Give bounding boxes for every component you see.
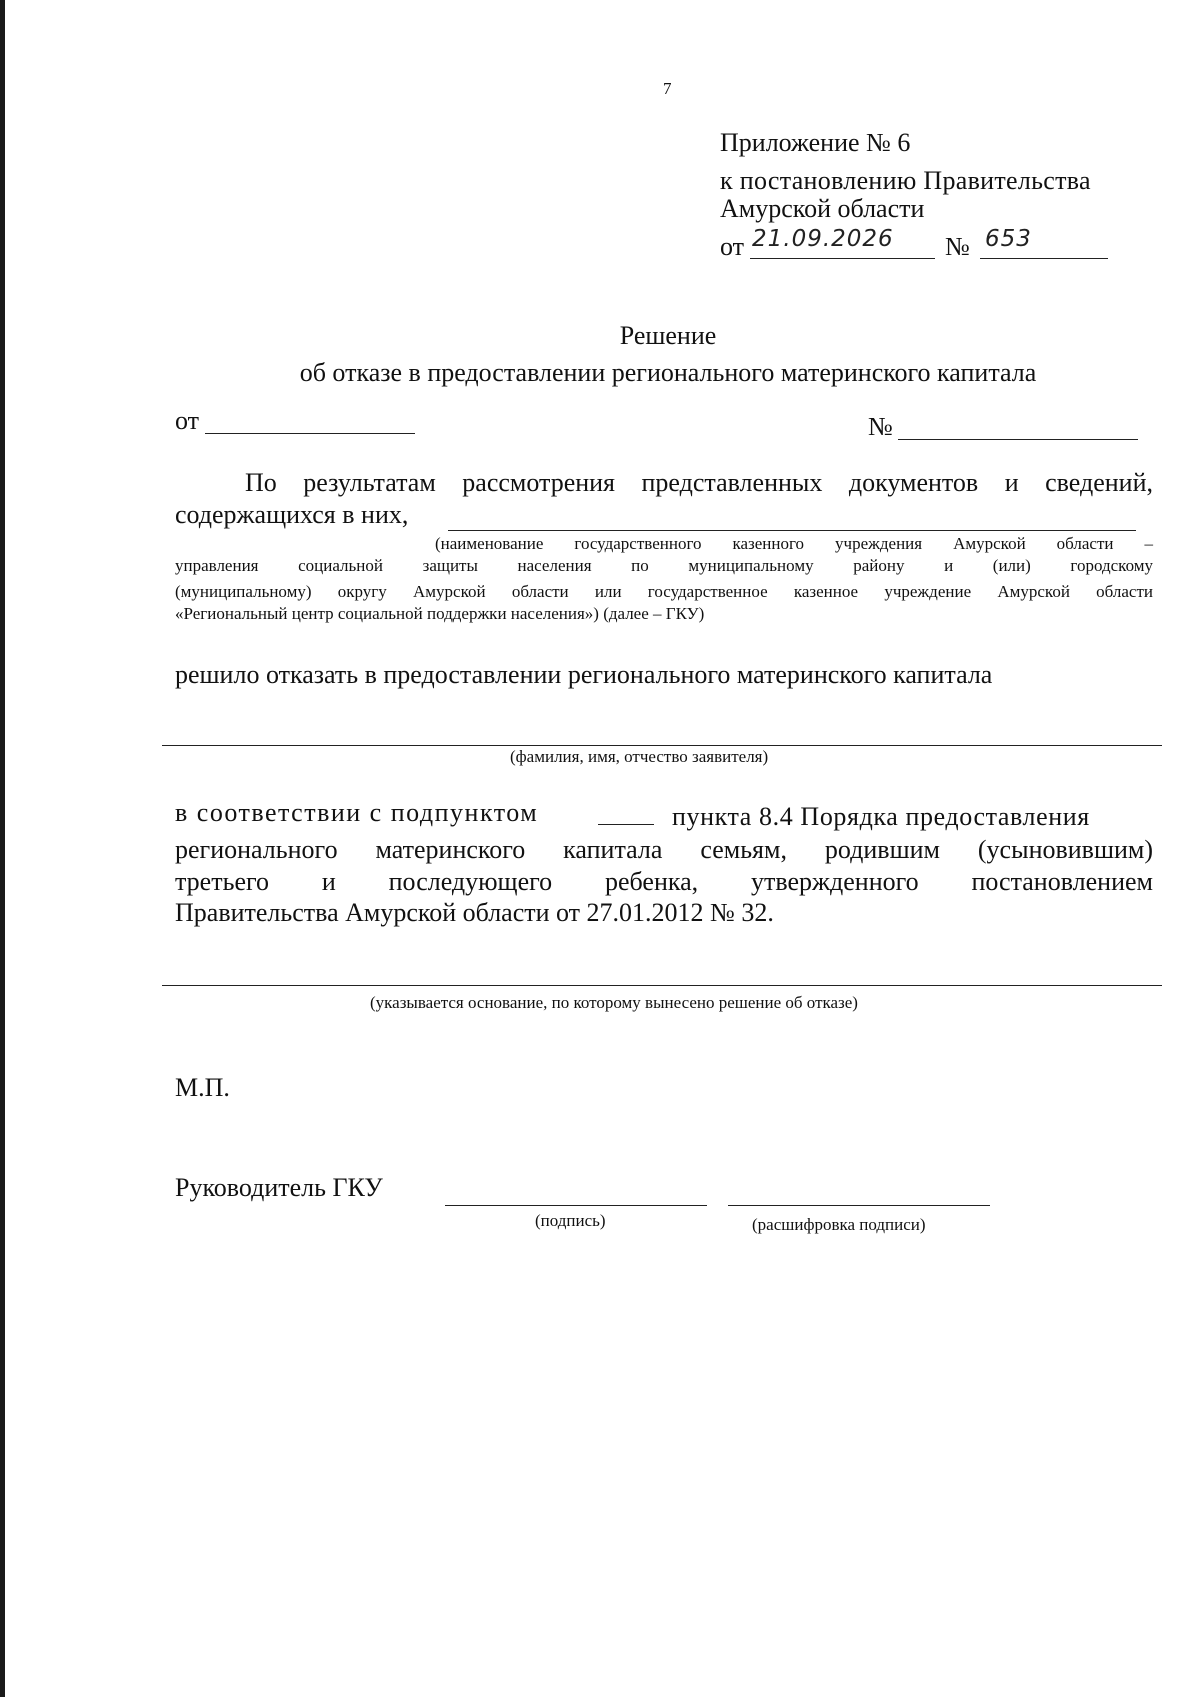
institution-line: [448, 530, 1136, 531]
decision-text: решило отказать в предоставлении регионального материнского капитала: [175, 660, 993, 689]
attachment-number-prefix: №: [945, 232, 970, 261]
institution-note-4: «Региональный центр социальной поддержки населения») (далее – ГКУ): [175, 604, 705, 623]
accordance-line-2: регионального материнского капитала семьям, родившим (усыновившим): [175, 835, 1153, 864]
signature-decode-line: [728, 1205, 990, 1206]
attachment-number-line: [980, 258, 1108, 259]
intro-line-2: содержащихся в них,: [175, 500, 409, 529]
accordance-part-2: пункта 8.4 Порядка предоставления: [672, 802, 1090, 831]
accordance-line-3: третьего и последующего ребенка, утвержденного постановлением: [175, 867, 1153, 896]
reason-line: [162, 985, 1162, 986]
decision-date-line: [205, 433, 415, 434]
attachment-date-handwritten: 21.09.2026: [752, 226, 894, 252]
decision-number-line: [898, 439, 1138, 440]
subparagraph-line: [598, 824, 654, 825]
signature-decode-caption: (расшифровка подписи): [752, 1215, 926, 1234]
accordance-line-4: Правительства Амурской области от 27.01.2012 № 32.: [175, 898, 774, 927]
institution-note-2: управления социальной защиты населения по муниципальному району и (или) городскому: [175, 556, 1153, 575]
decision-number-label: №: [868, 412, 893, 441]
reason-caption: (указывается основание, по которому вынесено решение об отказе): [370, 993, 858, 1012]
signature-line: [445, 1205, 707, 1206]
attachment-date-prefix: от: [720, 232, 745, 261]
document-title: Решение: [619, 321, 717, 350]
institution-note-3: (муниципальному) округу Амурской области или государственное казенное учреждение Амурской области: [175, 582, 1153, 601]
attachment-date-line: [750, 258, 935, 259]
head-label: Руководитель ГКУ: [175, 1173, 383, 1202]
accordance-part-1: в соответствии с подпунктом: [175, 798, 539, 827]
signature-caption: (подпись): [535, 1211, 606, 1230]
attachment-region: Амурской области: [720, 194, 925, 223]
applicant-line: [162, 745, 1162, 746]
document-subtitle: об отказе в предоставлении регионального материнского капитала: [299, 358, 1037, 387]
institution-note-1: (наименование государственного казенного учреждения Амурской области –: [435, 534, 1153, 553]
scan-edge: [0, 0, 5, 1697]
attachment-resolution: к постановлению Правительства: [720, 166, 1091, 195]
page-number: 7: [663, 79, 672, 98]
applicant-caption: (фамилия, имя, отчество заявителя): [510, 747, 769, 766]
intro-line-1: По результатам рассмотрения представленных документов и сведений,: [245, 468, 1153, 497]
stamp-place: М.П.: [175, 1073, 230, 1102]
decision-from-label: от: [175, 406, 200, 435]
attachment-title: Приложение № 6: [720, 128, 911, 157]
attachment-number-handwritten: 653: [985, 226, 1032, 252]
